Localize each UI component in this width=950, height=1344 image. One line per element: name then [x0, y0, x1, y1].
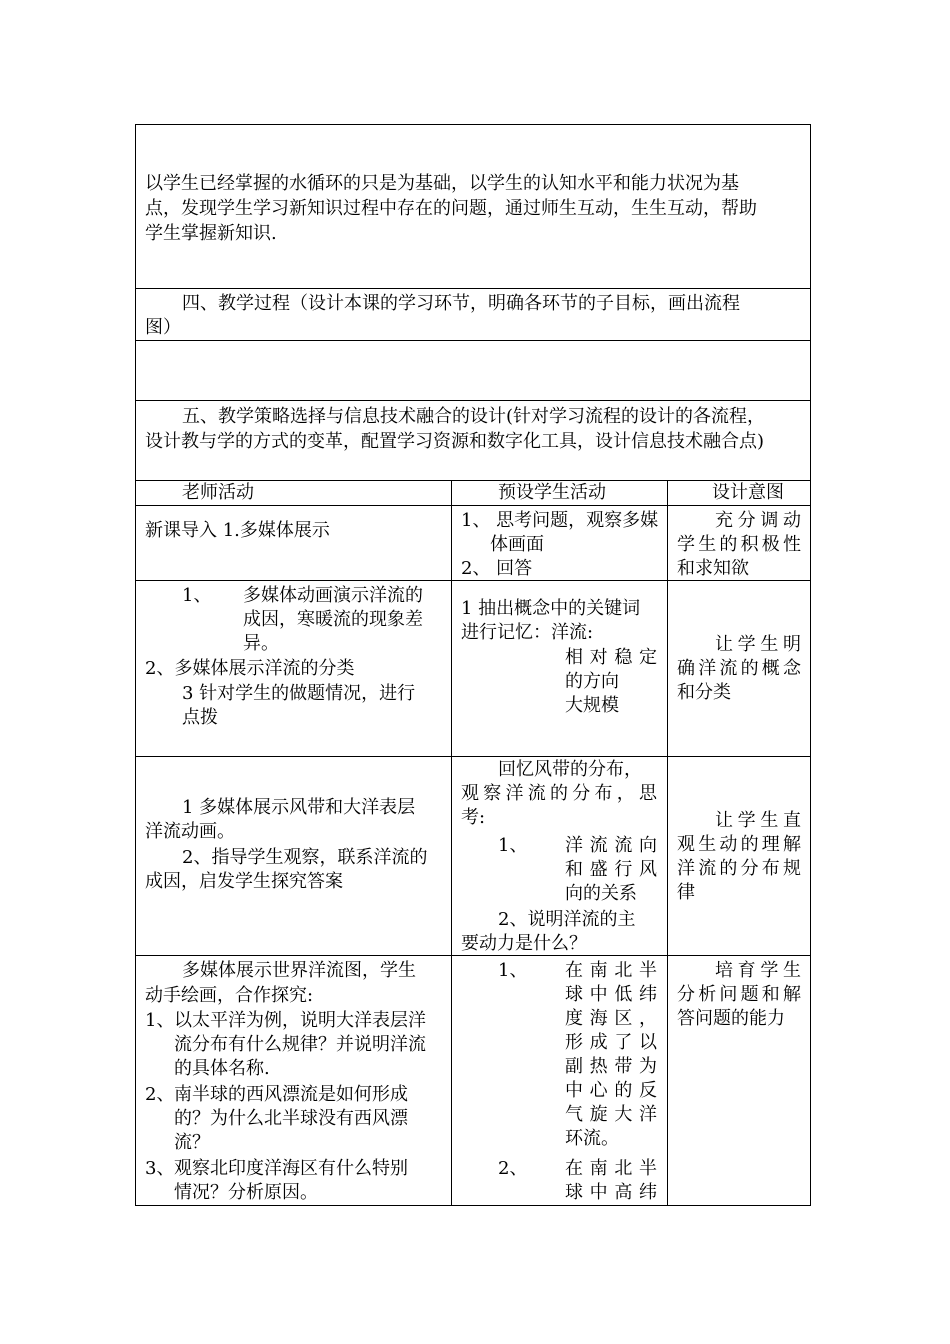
student-cell-line: 球中高纬 [565, 1182, 657, 1203]
student-cell-line: 观察洋流的分布，思 [461, 783, 657, 804]
intent-cell-line: 和求知欲 [677, 558, 749, 579]
student-cell-line: 洋流流向 [565, 835, 657, 856]
intent-cell-line: 观生动的理解 [677, 834, 801, 855]
student-cell-line: 1、 [498, 960, 528, 981]
student-cell-line: 回忆风带的分布， [498, 759, 642, 780]
student-cell-line: 1、 思考问题，观察多媒 [461, 510, 659, 531]
teacher-cell-line: 点拨 [182, 707, 218, 728]
teacher-cell-line: 2、指导学生观察，联系洋流的 [182, 847, 428, 868]
teacher-cell-line: 观察北印度洋海区有什么特别 [174, 1158, 408, 1179]
student-cell-line: 相对稳定 [565, 647, 657, 668]
teacher-cell-line: 成因，启发学生探究答案 [145, 871, 343, 892]
student-cell-line: 考: [461, 807, 486, 828]
student-cell-line: 2、 [498, 1158, 528, 1179]
student-cell-line: 中心的反 [565, 1080, 657, 1101]
divider [135, 756, 811, 757]
intent-cell-line: 让学生明 [715, 634, 801, 655]
student-cell-line: 球中低纬 [565, 984, 657, 1005]
teacher-cell-line: 的？为什么北半球没有西风漂 [174, 1108, 408, 1129]
section-4-line: 四、教学过程（设计本课的学习环节，明确各环节的子目标，画出流程 [182, 293, 740, 314]
student-cell-line: 气旋大洋 [565, 1104, 657, 1125]
intent-cell-line: 让学生直 [715, 810, 801, 831]
teacher-cell-line: 流分布有什么规律？并说明洋流 [174, 1034, 426, 1055]
teacher-cell-line: 1、 [145, 1010, 175, 1031]
intro-line: 以学生已经掌握的水循环的只是为基础，以学生的认知水平和能力状况为基 [145, 173, 739, 194]
border-bottom [135, 1205, 811, 1206]
teacher-cell-line: 南半球的西风漂流是如何形成 [174, 1084, 408, 1105]
border-right [810, 124, 811, 1206]
border-top [135, 124, 811, 125]
student-cell-line: 进行记忆：洋流: [461, 622, 594, 643]
teacher-cell-line: 3 针对学生的做题情况，进行 [182, 683, 416, 704]
student-cell-line: 要动力是什么？ [461, 933, 587, 954]
divider [135, 288, 811, 289]
intent-cell-line: 学生的积极性 [677, 534, 801, 555]
student-cell-line: 和盛行风 [565, 859, 657, 880]
student-cell-line: 1、 [498, 835, 528, 856]
teacher-cell-line: 多媒体展示世界洋流图，学生 [182, 960, 416, 981]
intent-cell-line: 洋流的分布规 [677, 858, 801, 879]
intent-cell-line: 答问题的能力 [677, 1008, 785, 1029]
student-cell-line: 环流。 [565, 1128, 619, 1149]
header-intent: 设计意图 [712, 482, 784, 503]
teacher-cell-line: 洋流动画。 [145, 821, 235, 842]
student-cell-line: 体画面 [490, 534, 544, 555]
teacher-cell-line: 异。 [243, 633, 279, 654]
divider [135, 340, 811, 341]
student-cell-line: 副热带为 [565, 1056, 657, 1077]
section-5-line: 五、教学策略选择与信息技术融合的设计(针对学习流程的设计的各流程， [182, 406, 766, 427]
teacher-cell-line: 成因，寒暖流的现象差 [243, 609, 423, 630]
teacher-cell-line: 流？ [174, 1132, 210, 1153]
intent-cell-line: 培育学生 [715, 960, 801, 981]
intent-cell-line: 律 [677, 882, 695, 903]
header-student: 预设学生活动 [498, 482, 606, 503]
intro-line: 学生掌握新知识. [145, 223, 277, 244]
border-left [135, 124, 136, 1206]
student-cell-line: 大规模 [565, 695, 619, 716]
student-cell-line: 在南北半 [565, 1158, 657, 1179]
intent-cell-line: 分析问题和解 [677, 984, 801, 1005]
student-cell-line: 向的关系 [565, 883, 637, 904]
section-4-line: 图） [145, 317, 181, 338]
student-cell-line: 度海区， [565, 1008, 657, 1029]
intent-cell-line: 和分类 [677, 682, 731, 703]
teacher-cell-line: 以太平洋为例，说明大洋表层洋 [174, 1010, 426, 1031]
student-cell-line: 1 抽出概念中的关键词 [461, 598, 641, 619]
column-divider [451, 480, 452, 1206]
column-divider [667, 480, 668, 1206]
teacher-cell-line: 2、 [145, 1084, 175, 1105]
teacher-cell-line: 的具体名称. [174, 1058, 270, 1079]
intro-line: 点，发现学生学习新知识过程中存在的问题，通过师生互动，生生互动，帮助 [145, 198, 757, 219]
divider [135, 505, 811, 506]
divider [135, 400, 811, 401]
intent-cell-line: 充分调动 [715, 510, 801, 531]
student-cell-line: 在南北半 [565, 960, 657, 981]
teacher-cell-line: 动手绘画，合作探究: [145, 985, 314, 1006]
teacher-cell-line: 1 多媒体展示风带和大洋表层 [182, 797, 416, 818]
teacher-cell-line: 新课导入 1.多媒体展示 [145, 520, 330, 541]
teacher-cell-line: 1、 [182, 585, 212, 606]
header-teacher: 老师活动 [182, 482, 254, 503]
intent-cell-line: 确洋流的概念 [677, 658, 801, 679]
student-cell-line: 的方向 [565, 671, 619, 692]
teacher-cell-line: 情况？分析原因。 [174, 1182, 318, 1203]
teacher-cell-line: 2、多媒体展示洋流的分类 [145, 658, 355, 679]
student-cell-line: 2、 回答 [461, 558, 533, 579]
section-5-line: 设计教与学的方式的变革，配置学习资源和数字化工具，设计信息技术融合点) [145, 431, 765, 452]
teacher-cell-line: 多媒体动画演示洋流的 [243, 585, 423, 606]
student-cell-line: 形成了以 [565, 1032, 657, 1053]
teacher-cell-line: 3、 [145, 1158, 175, 1179]
student-cell-line: 2、说明洋流的主 [498, 909, 636, 930]
